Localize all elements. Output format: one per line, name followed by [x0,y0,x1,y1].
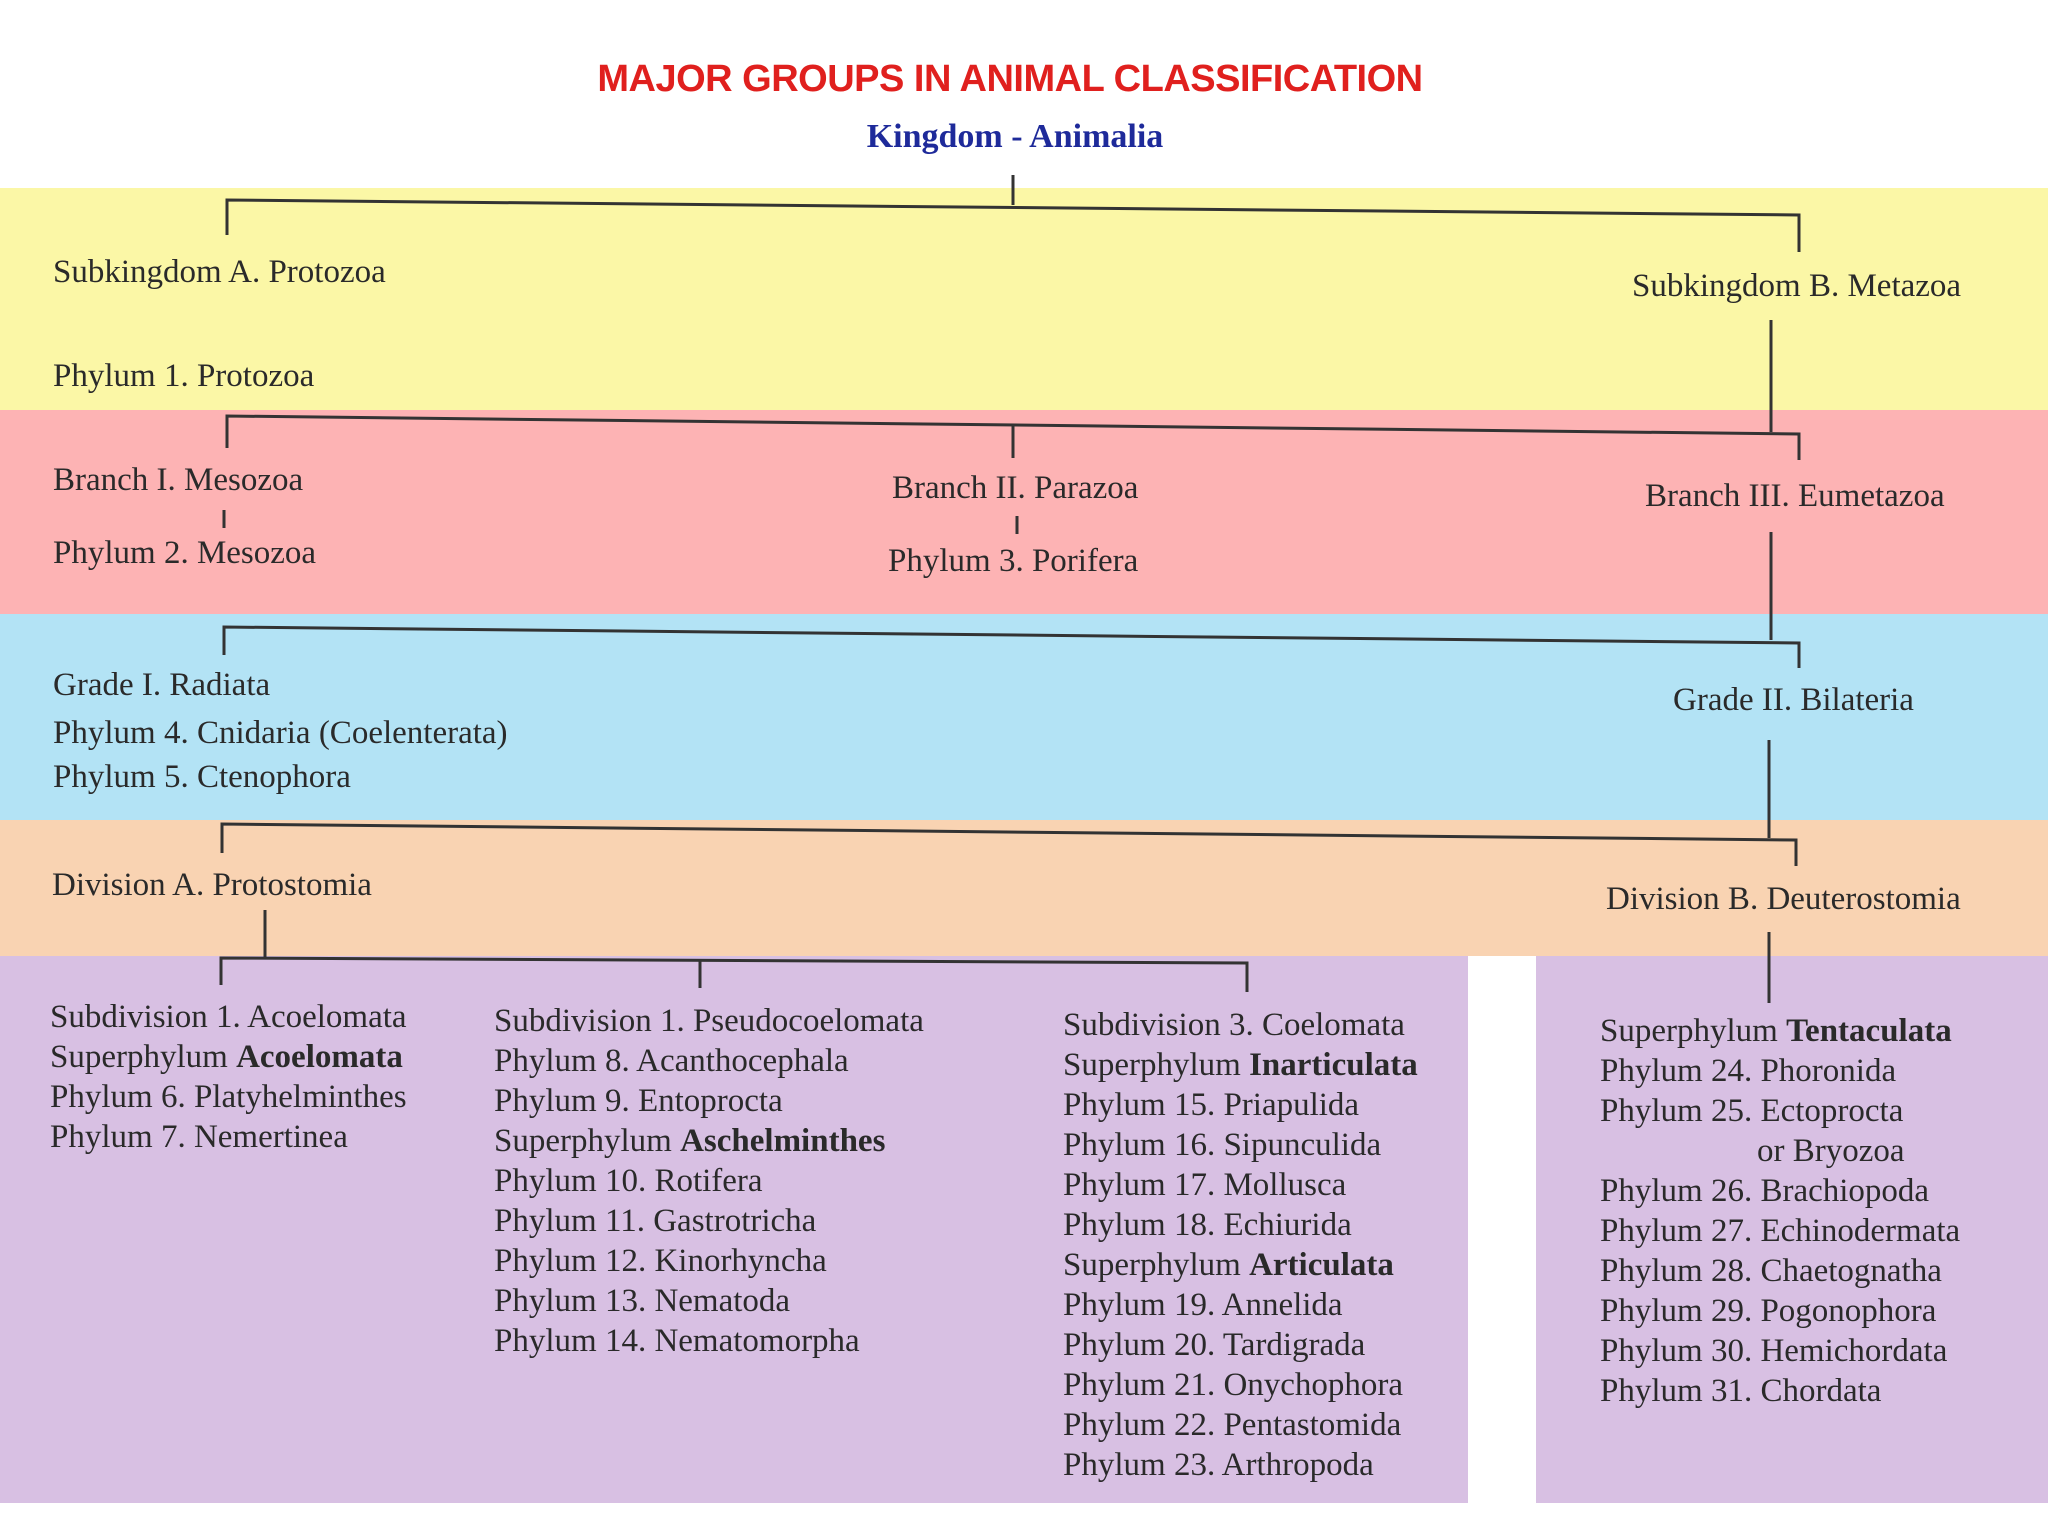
phylum-entry [1063,1165,1418,1205]
superphylum-prefix: Superphylum [494,1123,681,1159]
phylum-name: Phylum 16. Sipunculida [1063,1127,1382,1163]
column-acoelomata [50,997,407,1157]
phylum-entry [1600,1371,1960,1411]
phylum-name: Phylum 8. Acanthocephala [494,1043,849,1079]
phylum-entry [494,1321,924,1361]
phylum-protozoa-label: Phylum 1. Protozoa [53,358,315,394]
phylum-name: Phylum 22. Pentastomida [1063,1407,1402,1443]
phylum-entry [494,1161,924,1201]
division-deuterostomia-label: Division B. Deuterostomia [1606,881,1961,917]
bilateria-bracket [222,824,1796,866]
superphylum-name: Tentaculata [1786,1013,1952,1049]
phylum-name: Phylum 14. Nematomorpha [494,1323,860,1359]
superphylum-entry [1063,1245,1418,1285]
phylum-name: Phylum 10. Rotifera [494,1163,763,1199]
phylum-name: or Bryozoa [1757,1133,1905,1169]
superphylum-entry [50,1037,407,1077]
phylum-cnidaria-label: Phylum 4. Cnidaria (Coelenterata) [53,715,508,751]
superphylum-entry [494,1121,924,1161]
phylum-entry [1063,1405,1418,1445]
phylum-entry [1600,1091,1960,1131]
phylum-entry [494,1041,924,1081]
column-coelomata [1063,1005,1418,1485]
phylum-name: Phylum 31. Chordata [1600,1373,1882,1409]
phylum-name: Phylum 21. Onychophora [1063,1367,1404,1403]
phylum-name: Phylum 6. Platyhelminthes [50,1079,407,1115]
phylum-entry [1063,1365,1418,1405]
phylum-name: Phylum 28. Chaetognatha [1600,1253,1942,1289]
column-deuterostomia [1600,1011,1960,1411]
protostomia-bracket [221,958,1247,992]
branch-parazoa-label: Branch II. Parazoa [892,470,1139,506]
phylum-name: Phylum 13. Nematoda [494,1283,791,1319]
phylum-entry [1063,1285,1418,1325]
subdivision-heading: Subdivision 3. Coelomata [1063,1007,1405,1043]
phylum-entry [1600,1291,1960,1331]
phylum-entry [1063,1125,1418,1165]
subdivision-heading: Subdivision 1. Acoelomata [50,999,407,1035]
phylum-entry [1600,1051,1960,1091]
superphylum-name: Articulata [1249,1247,1394,1283]
superphylum-prefix: Superphylum [1600,1013,1787,1049]
superphylum-name: Acoelomata [236,1039,403,1075]
phylum-entry [494,1241,924,1281]
phylum-entry [1063,1205,1418,1245]
phylum-name: Phylum 23. Arthropoda [1063,1447,1374,1483]
phylum-name: Phylum 19. Annelida [1063,1287,1343,1323]
phylum-entry [1063,1445,1418,1485]
grade-bilateria-label: Grade II. Bilateria [1673,682,1914,718]
phylum-entry [494,1201,924,1241]
superphylum-entry [1600,1011,1960,1051]
phylum-entry [494,1081,924,1121]
phylum-name: Phylum 11. Gastrotricha [494,1203,817,1239]
superphylum-prefix: Superphylum [50,1039,237,1075]
kingdom-label: Kingdom - Animalia [866,118,1164,155]
phylum-ctenophora-label: Phylum 5. Ctenophora [53,759,351,795]
phylum-name: Phylum 7. Nemertinea [50,1119,348,1155]
phylum-name: Phylum 12. Kinorhyncha [494,1243,827,1279]
phylum-entry [494,1281,924,1321]
kingdom-bracket [227,200,1799,252]
phylum-mesozoa-label: Phylum 2. Mesozoa [53,535,317,571]
phylum-entry [1063,1085,1418,1125]
diagram-title: MAJOR GROUPS IN ANIMAL CLASSIFICATION [597,58,1423,100]
phylum-name: Phylum 9. Entoprocta [494,1083,783,1119]
eumetazoa-bracket [224,627,1799,668]
phylum-porifera-label: Phylum 3. Porifera [888,543,1139,579]
phylum-entry [1600,1131,1960,1171]
superphylum-name: Aschelminthes [680,1123,886,1159]
phylum-name: Phylum 29. Pogonophora [1600,1293,1937,1329]
grade-radiata-label: Grade I. Radiata [53,667,271,703]
phylum-entry [1063,1325,1418,1365]
superphylum-prefix: Superphylum [1063,1047,1250,1083]
phylum-entry [1600,1331,1960,1371]
phylum-name: Phylum 25. Ectoprocta [1600,1093,1904,1129]
branch-eumetazoa-label: Branch III. Eumetazoa [1645,478,1945,514]
subdivision-heading: Subdivision 1. Pseudocoelomata [494,1003,924,1039]
column-pseudocoelomata [494,1001,924,1361]
phylum-name: Phylum 30. Hemichordata [1600,1333,1948,1369]
superphylum-prefix: Superphylum [1063,1247,1250,1283]
phylum-name: Phylum 17. Mollusca [1063,1167,1347,1203]
superphylum-name: Inarticulata [1249,1047,1418,1083]
phylum-entry [1600,1251,1960,1291]
phylum-name: Phylum 26. Brachiopoda [1600,1173,1930,1209]
subkingdom-a-label: Subkingdom A. Protozoa [53,254,386,290]
phylum-name: Phylum 15. Priapulida [1063,1087,1360,1123]
phylum-entry [1600,1211,1960,1251]
phylum-entry [50,1077,407,1117]
phylum-name: Phylum 18. Echiurida [1063,1207,1352,1243]
phylum-name: Phylum 27. Echinodermata [1600,1213,1961,1249]
superphylum-entry [1063,1045,1418,1085]
division-protostomia-label: Division A. Protostomia [52,867,372,903]
phylum-entry [1600,1171,1960,1211]
phylum-name: Phylum 24. Phoronida [1600,1053,1897,1089]
phylum-name: Phylum 20. Tardigrada [1063,1327,1366,1363]
phylum-entry [50,1117,407,1157]
branch-mesozoa-label: Branch I. Mesozoa [53,462,304,498]
subkingdom-b-label: Subkingdom B. Metazoa [1632,268,1962,304]
